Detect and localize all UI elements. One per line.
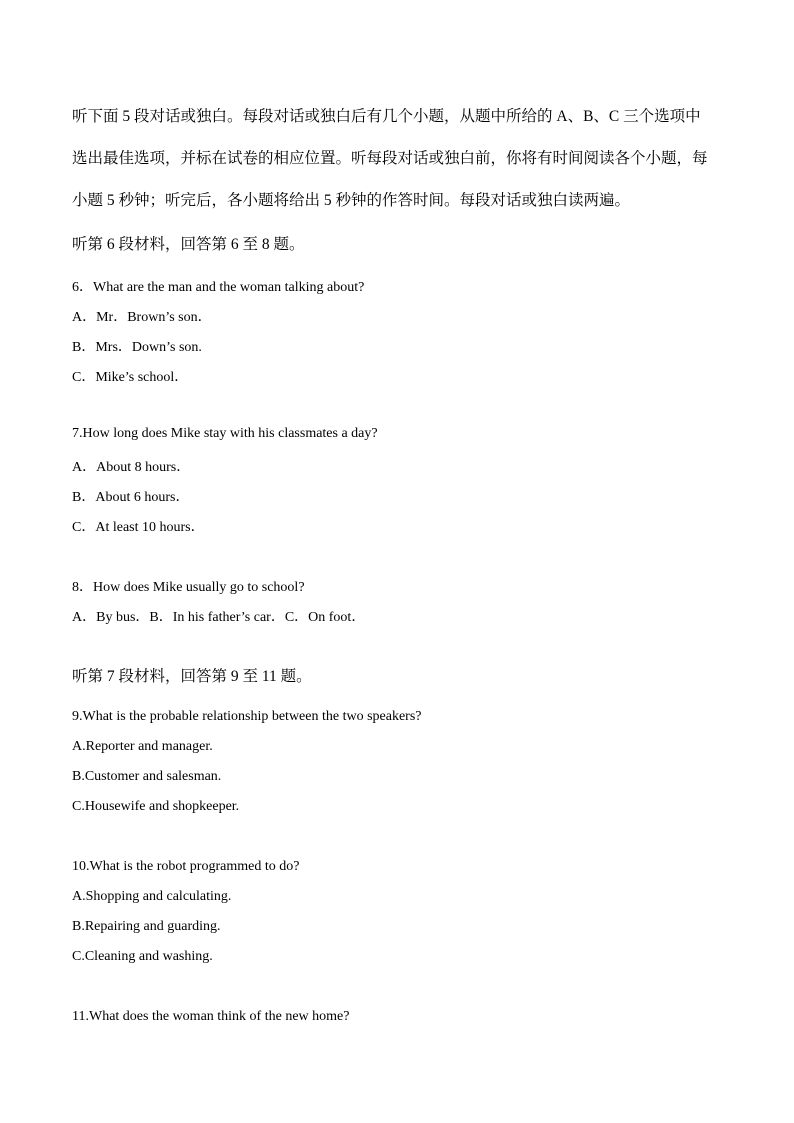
question-10-option-a: A.Shopping and calculating. (72, 889, 232, 904)
question-8: 8．How does Mike usually go to school? (72, 580, 305, 595)
question-10: 10.What is the robot programmed to do? (72, 859, 300, 874)
section-7-heading: 听第 7 段材料，回答第 9 至 11 题。 (72, 668, 312, 685)
instructions-line-3: 小题 5 秒钟；听完后，各小题将给出 5 秒钟的作答时间。每段对话或独白读两遍。 (72, 192, 631, 209)
question-9-option-a: A.Reporter and manager. (72, 739, 213, 754)
question-6-option-b: B．Mrs．Down’s son. (72, 340, 202, 355)
question-10-option-c: C.Cleaning and washing. (72, 949, 213, 964)
question-10-option-b: B.Repairing and guarding. (72, 919, 221, 934)
question-9-option-c: C.Housewife and shopkeeper. (72, 799, 240, 814)
question-6-option-c: C．Mike’s school． (72, 370, 189, 385)
instructions-line-2: 选出最佳选项，并标在试卷的相应位置。听每段对话或独白前，你将有时间阅读各个小题，每 (72, 150, 708, 167)
question-9: 9.What is the probable relationship between the two speakers? (72, 709, 422, 724)
question-11: 11.What does the woman think of the new home? (72, 1009, 350, 1024)
question-8-options: A．By bus．B．In his father’s car．C．On foot． (72, 610, 366, 625)
question-7-option-c: C．At least 10 hours． (72, 520, 205, 535)
question-7-option-b: B．About 6 hours． (72, 490, 190, 505)
section-6-heading: 听第 6 段材料，回答第 6 至 8 题。 (72, 236, 305, 253)
question-9-option-b: B.Customer and salesman. (72, 769, 222, 784)
question-6: 6．What are the man and the woman talking about? (72, 280, 365, 295)
instructions-line-1: 听下面 5 段对话或独白。每段对话或独白后有几个小题，从题中所给的 A、B、C 三个选项中 (72, 108, 701, 125)
question-7-option-a: A．About 8 hours． (72, 460, 191, 475)
question-7: 7.How long does Mike stay with his classmates a day? (72, 426, 378, 441)
question-6-option-a: A．Mr．Brown’s son． (72, 310, 212, 325)
